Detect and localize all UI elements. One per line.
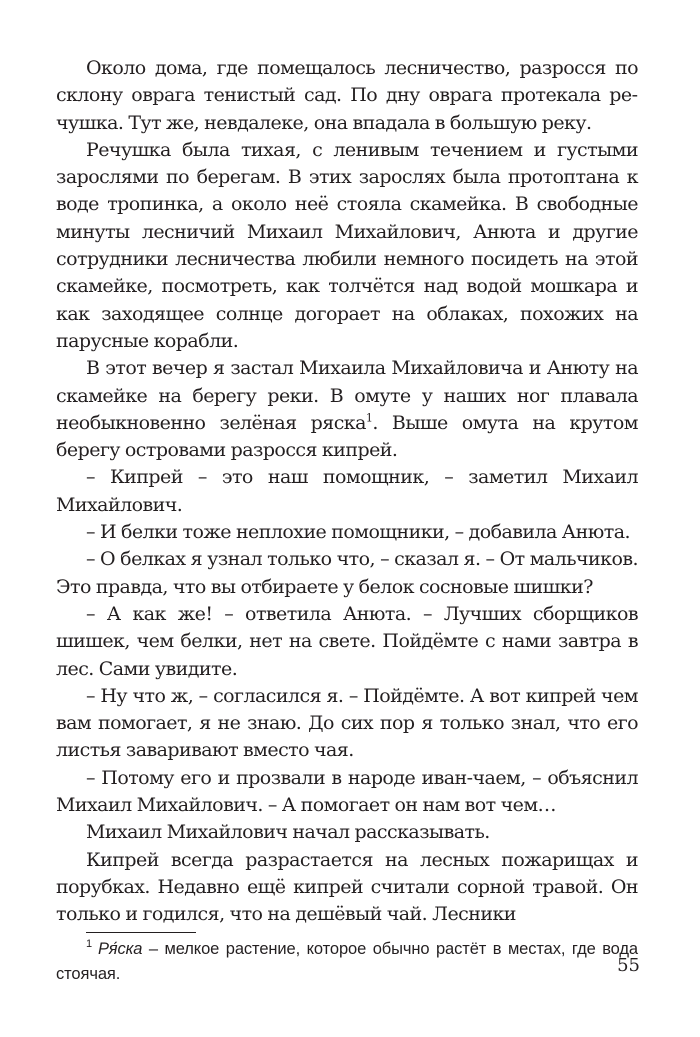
- page-body: [56, 55, 638, 987]
- footnote-reference: 1: [365, 411, 373, 425]
- footnote-term: Ря́ска: [98, 939, 143, 958]
- paragraph-7: – А как же! – ответила Анюта. – Лучших сборщиков шишек, чем белки, нет на свете. Пойдёмте с нами завтра в лес. Сами увидите.: [56, 602, 638, 680]
- paragraph-3-text: В этот вечер я застал Михаила Михайловича и Анюту на скамейке на берегу реки. В омуте у наших ног плавала необыкновенно зелёная ряска: [56, 357, 638, 434]
- paragraph-8: – Ну что ж, – согласился я. – Пойдёмте. А вот кипрей чем вам помогает, я не знаю. До сих пор я только знал, что его листья заваривают вместо чая.: [56, 684, 638, 762]
- footnote-divider: [86, 932, 196, 933]
- footnote-text: – мелкое растение, которое обычно растёт в местах, где вода стоячая.: [56, 939, 638, 983]
- paragraph-9: – Потому его и прозвали в народе иван-чаем, – объяснил Михаил Михайлович. – А помогает он нам вот чем…: [56, 766, 638, 817]
- page-number: 55: [617, 955, 640, 976]
- paragraph-5: – И белки тоже неплохие помощники, – добавила Анюта.: [86, 521, 630, 544]
- paragraph-2: Речушка была тихая, с ленивым течением и густыми зарослями по берегам. В этих зарослях была протоптана к воде тропинка, а около неё стояла скамейка. В свободные минуты лесничий Михаил Михайлович, Анюта и другие сотрудники лесничества любили немного посидеть на этой скамейке, посмотреть, как толчётся над водой мошкара и как заходящее солнце догорает на облаках, похожих на парусные корабли.: [56, 138, 638, 352]
- paragraph-10: Михаил Михайлович начал рассказывать.: [86, 821, 490, 844]
- paragraph-11: Кипрей всегда разрастается на лесных пожарищах и порубках. Недавно ещё кипрей считали сорной травой. Он только и годился, что на дешёвый чай. Лесники: [56, 848, 638, 926]
- footnote-mark: 1: [86, 938, 93, 950]
- paragraph-1: Около дома, где помещалось лесничество, разросся по склону оврага тенистый сад. По дну оврага протекала речушка. Тут же, невдалеке, она впадала в большую реку.: [56, 57, 638, 134]
- paragraph-6: – О белках я узнал только что, – сказал я. – От мальчиков. Это правда, что вы отбираете у белок сосновые шишки?: [56, 548, 638, 598]
- footnote: [56, 937, 638, 987]
- paragraph-3-tail: . Выше омута на крутом берегу островами разросся кипрей.: [56, 411, 638, 462]
- paragraph-3: [56, 355, 638, 464]
- paragraph-4: – Кипрей – это наш помощник, – заметил Михаил Михайлович.: [56, 466, 638, 516]
